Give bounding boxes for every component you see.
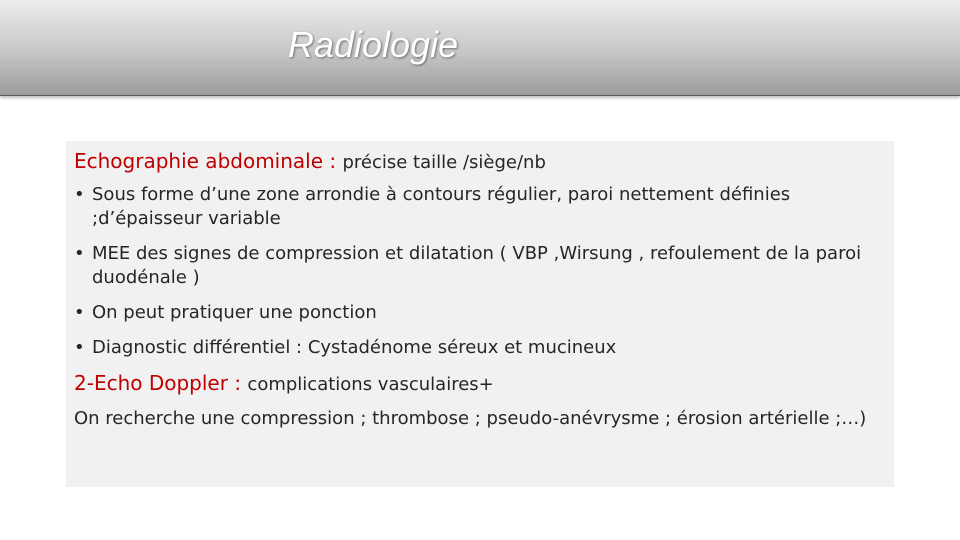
bullet-text: MEE des signes de compression et dilatation ( VBP ,Wirsung , refoulement de la paroi duodénale ) xyxy=(92,243,862,288)
section-heading-echographie-detail: précise taille /siège/nb xyxy=(342,152,546,173)
bullet-text: On peut pratiquer une ponction xyxy=(92,302,377,323)
section-heading-doppler-label: 2-Echo Doppler : xyxy=(74,371,248,395)
bullet-item xyxy=(74,336,886,360)
slide-title: Radiologie xyxy=(288,24,459,65)
section-heading-echographie-label: Echographie abdominale : xyxy=(74,149,343,173)
bullet-list xyxy=(74,183,886,360)
bullet-text: Sous forme d’une zone arrondie à contours régulier, paroi nettement définies ;d’épaisseur variable xyxy=(92,184,791,229)
bullet-item xyxy=(74,301,886,325)
content-box xyxy=(66,141,894,487)
bullet-icon: • xyxy=(74,243,85,264)
bullet-item xyxy=(74,242,886,290)
bullet-icon: • xyxy=(74,184,85,205)
bullet-text: Diagnostic différentiel : Cystadénome séreux et mucineux xyxy=(92,337,617,358)
bullet-icon: • xyxy=(74,302,85,323)
bullet-icon: • xyxy=(74,337,85,358)
section-heading-doppler-detail: complications vasculaires+ xyxy=(247,374,494,395)
title-bar xyxy=(0,0,960,96)
bullet-item xyxy=(74,183,886,231)
doppler-paragraph: On recherche une compression ; thrombose ; pseudo-anévrysme ; érosion artérielle ;…) xyxy=(74,408,867,429)
section-heading-echographie xyxy=(74,147,886,177)
section-heading-doppler xyxy=(74,369,886,399)
